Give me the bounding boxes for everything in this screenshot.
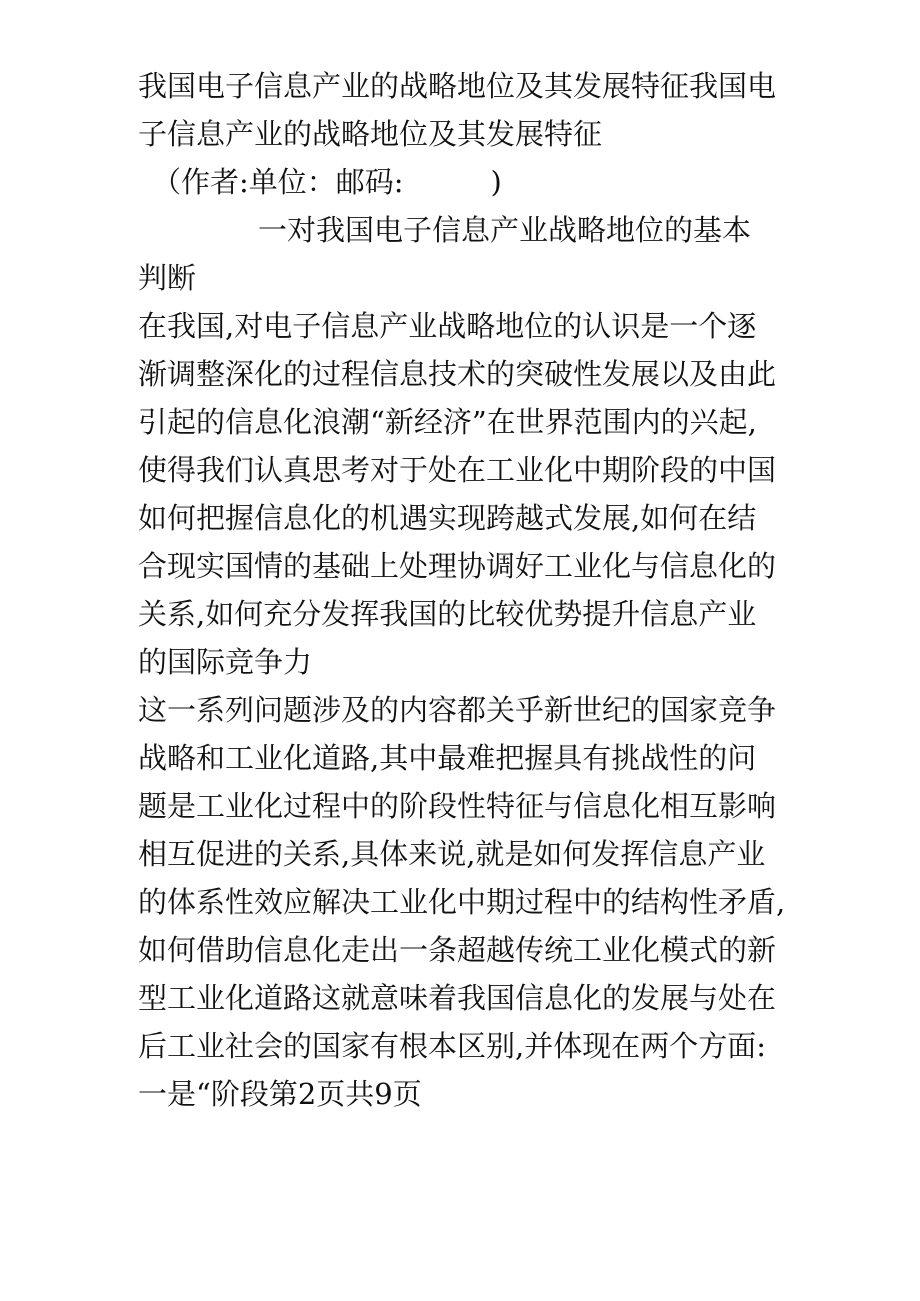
section-heading-line-1: 一对我国电子信息产业战略地位的基本 xyxy=(258,213,752,247)
paragraph-2-line-2: 战略和工业化道路,其中最难把握具有挑战性的问 xyxy=(138,741,757,775)
section-heading-line-2: 判断 xyxy=(138,261,197,295)
paragraph-1-line-8: 的国际竞争力 xyxy=(138,645,313,679)
paragraph-2-line-7: 型工业化道路这就意味着我国信息化的发展与处在 xyxy=(138,981,777,1015)
paragraph-1-line-7: 关系,如何充分发挥我国的比较优势提升信息产业 xyxy=(138,597,757,631)
paragraph-1-line-2: 渐调整深化的过程信息技术的突破性发展以及由此 xyxy=(138,357,777,391)
paragraph-1-line-4: 使得我们认真思考对于处在工业化中期阶段的中国 xyxy=(138,453,777,487)
paragraph-1-line-5: 如何把握信息化的机遇实现跨越式发展,如何在结 xyxy=(138,501,757,535)
author-line: （作者:单位：邮码: ) xyxy=(152,165,502,199)
paragraph-1-line-6: 合现实国情的基础上处理协调好工业化与信息化的 xyxy=(138,549,777,583)
paragraph-1-line-1: 在我国,对电子信息产业战略地位的认识是一个逐 xyxy=(138,309,757,343)
paragraph-1-line-3: 引起的信息化浪潮“新经济”在世界范围内的兴起, xyxy=(138,405,757,439)
paragraph-2-line-3: 题是工业化过程中的阶段性特征与信息化相互影响 xyxy=(138,789,777,823)
paragraph-2-line-8: 后工业社会的国家有根本区别,并体现在两个方面: xyxy=(138,1029,766,1063)
title-line-1: 我国电子信息产业的战略地位及其发展特征我国电 xyxy=(138,69,777,103)
paragraph-2-line-5: 的体系性效应解决工业化中期过程中的结构性矛盾, xyxy=(138,885,786,919)
paragraph-2-line-6: 如何借助信息化走出一条超越传统工业化模式的新 xyxy=(138,933,777,967)
title-line-2: 子信息产业的战略地位及其发展特征 xyxy=(138,117,603,151)
paragraph-2-line-4: 相互促进的关系,具体来说,就是如何发挥信息产业 xyxy=(138,837,766,871)
paragraph-2-line-1: 这一系列问题涉及的内容都关乎新世纪的国家竞争 xyxy=(138,693,777,727)
paragraph-2-line-9: 一是“阶段第2页共9页 xyxy=(138,1077,422,1111)
